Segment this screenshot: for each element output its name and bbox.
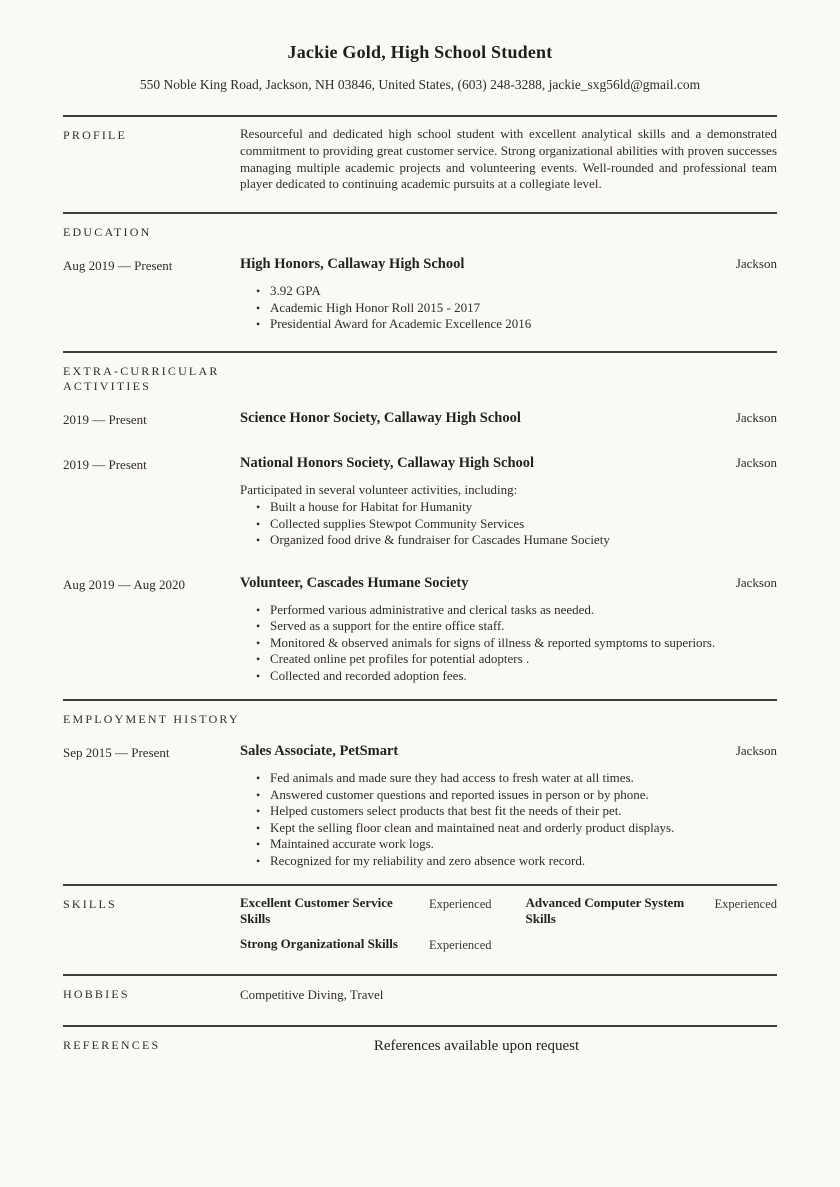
skill-name: Excellent Customer Service Skills <box>240 895 393 926</box>
bullet-item: • Presidential Award for Academic Excellence 2016 <box>240 316 777 333</box>
entry-row <box>63 574 777 685</box>
skills-column <box>240 895 492 953</box>
entry-bullets <box>240 499 777 549</box>
bullet-item: • Kept the selling floor clean and maintained neat and orderly product displays. <box>240 820 777 837</box>
section-skills <box>63 884 777 974</box>
entry-bullets <box>240 602 777 685</box>
skills-column <box>526 895 778 953</box>
entry-location: Jackson <box>735 409 777 425</box>
bullet-item: • Monitored & observed animals for signs of illness & reported symptoms to superiors. <box>240 635 777 652</box>
entry-row <box>63 454 777 549</box>
entry-location: Jackson <box>735 256 777 271</box>
entry-date: Sep 2015 — Present <box>63 745 170 760</box>
entry-date: 2019 — Present <box>63 411 147 427</box>
bullet-item: • 3.92 GPA <box>240 283 777 300</box>
entry-row <box>63 742 777 869</box>
entry-row <box>63 409 777 429</box>
bullet-item: • Fed animals and made sure they had access to fresh water at all times. <box>240 770 777 787</box>
entry-header <box>240 255 777 274</box>
bullet-item: • Answered customer questions and reported issues in person or by phone. <box>240 787 777 804</box>
bullet-item: • Collected supplies Stewpot Community Services <box>240 516 777 533</box>
section-label-employment: EMPLOYMENT HISTORY <box>63 712 240 726</box>
profile-text: Resourceful and dedicated high school student with excellent analytical skills and a demonstrated commitment to providing great customer service. Strong organizational abilities with proven successes managing multiple academic projects and volunteering events. Well-rounded and professional team player dedicated to continuing academic pursuits at a collegiate level. <box>240 126 777 192</box>
bullet-item: • Recognized for my reliability and zero absence work record. <box>240 853 777 870</box>
entry-location: Jackson <box>735 574 777 590</box>
education-entries <box>63 255 777 333</box>
section-label-references: REFERENCES <box>63 1038 161 1052</box>
entry-header <box>240 742 777 761</box>
bullet-item: • Served as a support for the entire office staff. <box>240 618 777 635</box>
hobbies-text: Competitive Diving, Travel <box>240 987 384 1002</box>
section-references <box>63 1025 777 1056</box>
entry-header <box>240 409 777 428</box>
skill-item <box>526 895 778 927</box>
section-label-skills: SKILLS <box>63 897 117 911</box>
entry-header <box>240 574 777 593</box>
entry-title: National Honors Society, Callaway High School <box>240 454 535 471</box>
skill-item <box>240 895 492 927</box>
entry-date: 2019 — Present <box>63 456 147 472</box>
entry-title: Science Honor Society, Callaway High School <box>240 409 521 426</box>
entry-title: Sales Associate, PetSmart <box>240 743 399 759</box>
contact-line: 550 Noble King Road, Jackson, NH 03846, United States, (603) 248-3288, jackie_sxg56ld@gmail.com <box>139 77 701 92</box>
bullet-item: • Helped customers select products that best fit the needs of their pet. <box>240 803 777 820</box>
skill-item <box>240 936 492 953</box>
extracurricular-entries <box>63 409 777 685</box>
section-hobbies <box>63 974 777 1025</box>
section-employment <box>63 699 777 884</box>
entry-bullets <box>240 283 777 333</box>
bullet-item: • Organized food drive & fundraiser for Cascades Humane Society <box>240 532 777 549</box>
bullet-item: • Maintained accurate work logs. <box>240 836 777 853</box>
bullet-item: • Performed various administrative and clerical tasks as needed. <box>240 602 777 619</box>
section-label-education: EDUCATION <box>63 225 152 239</box>
skill-level: Experienced <box>714 897 777 911</box>
section-extracurricular <box>63 351 777 700</box>
bullet-item: • Built a house for Habitat for Humanity <box>240 499 777 516</box>
bullet-item: • Academic High Honor Roll 2015 - 2017 <box>240 300 777 317</box>
section-education <box>63 212 777 351</box>
entry-row <box>63 255 777 333</box>
entry-header <box>240 454 777 473</box>
entry-description: Participated in several volunteer activities, including: <box>240 481 518 497</box>
bullet-item: • Created online pet profiles for potential adopters . <box>240 651 777 668</box>
section-profile <box>63 115 777 212</box>
entry-date: Aug 2019 — Present <box>63 258 173 273</box>
resume-header <box>63 36 777 115</box>
skill-level: Experienced <box>429 938 492 952</box>
skills-grid <box>240 895 777 953</box>
references-text: References available upon request <box>373 1038 580 1054</box>
entry-title: High Honors, Callaway High School <box>240 256 465 272</box>
entry-bullets <box>240 770 777 869</box>
entry-title: Volunteer, Cascades Humane Society <box>240 574 469 591</box>
entry-date: Aug 2019 — Aug 2020 <box>63 576 186 592</box>
employment-entries <box>63 742 777 869</box>
person-name: Jackie Gold, High School Student <box>287 42 553 62</box>
skill-level: Experienced <box>429 897 492 911</box>
skill-name: Advanced Computer System Skills <box>525 895 685 926</box>
entry-location: Jackson <box>735 743 777 758</box>
section-label-extracurricular: EXTRA-CURRICULAR ACTIVITIES <box>63 363 220 393</box>
section-label-hobbies: HOBBIES <box>63 987 130 1001</box>
skill-name: Strong Organizational Skills <box>240 936 398 951</box>
bullet-item: • Collected and recorded adoption fees. <box>240 668 777 685</box>
section-label-profile: PROFILE <box>63 128 128 142</box>
entry-location: Jackson <box>735 454 777 470</box>
